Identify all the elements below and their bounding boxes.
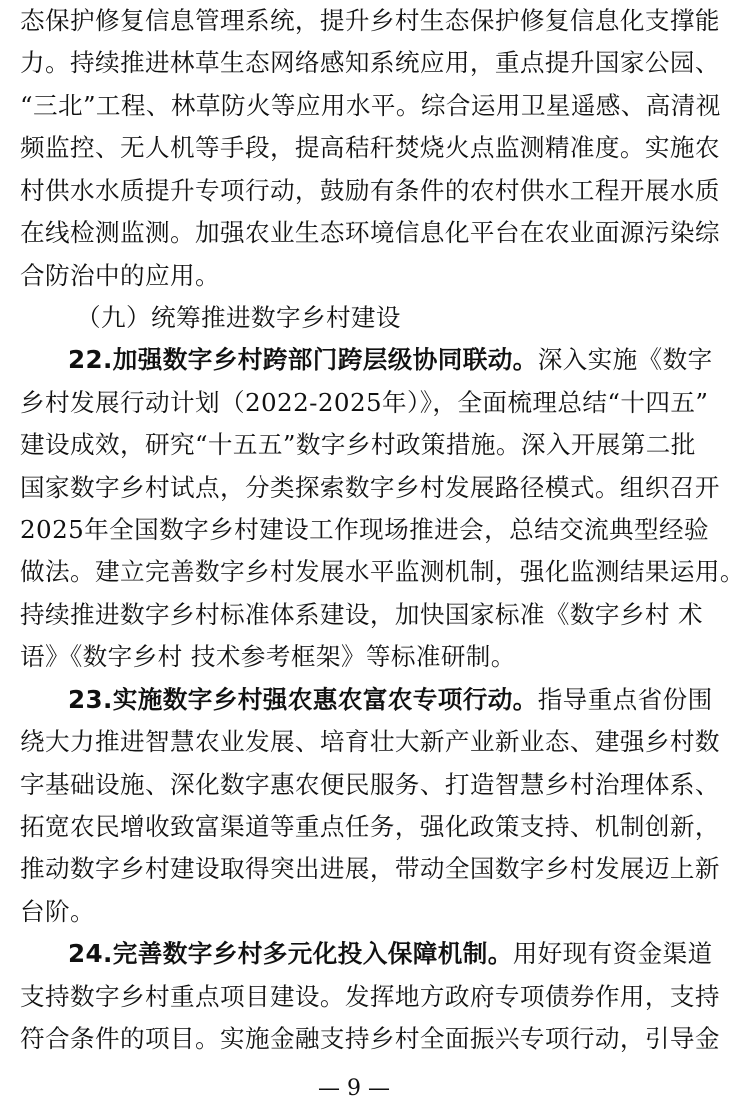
text-line: 支持数字乡村重点项目建设。发挥地方政府专项债券作用，支持 xyxy=(20,982,720,1011)
text-line: 村供水水质提升专项行动，鼓励有条件的农村供水工程开展水质 xyxy=(20,176,720,205)
item-24-first-line xyxy=(20,933,713,975)
text-line: “三北”工程、林草防火等应用水平。综合运用卫星遥感、高清视 xyxy=(20,91,721,120)
page-number: — 9 — xyxy=(318,1076,390,1101)
text-line: 语》《数字乡村 技术参考框架》等标准研制。 xyxy=(20,642,516,671)
text-line: 在线检测监测。加强农业生态环境信息化平台在农业面源污染综 xyxy=(20,218,720,247)
text-line: 建设成效，研究“十五五”数字乡村政策措施。深入开展第二批 xyxy=(20,430,696,459)
item-title: 完善数字乡村多元化投入保障机制。 xyxy=(112,939,513,968)
text-line: 2025年全国数字乡村建设工作现场推进会，总结交流典型经验 xyxy=(20,515,710,544)
text-line: 绕大力推进智慧农业发展、培育壮大新产业新业态、建强乡村数 xyxy=(20,727,720,756)
item-number: 22. xyxy=(68,345,113,374)
text-line: 频监控、无人机等手段，提高秸秆焚烧火点监测精准度。实施农 xyxy=(20,133,720,162)
item-number: 23. xyxy=(68,685,113,714)
text-line: 合防治中的应用。 xyxy=(20,261,220,290)
item-22-first-line xyxy=(20,339,713,381)
text-line: 推动数字乡村建设取得突出进展，带动全国数字乡村发展迈上新 xyxy=(20,854,720,883)
text-line: 符合条件的项目。实施金融支持乡村全面振兴专项行动，引导金 xyxy=(20,1024,720,1053)
item-text: 用好现有资金渠道 xyxy=(512,939,713,968)
document-page xyxy=(20,0,745,1109)
item-23-first-line xyxy=(20,679,713,721)
item-text: 深入实施《数字 xyxy=(537,345,713,374)
item-number: 24. xyxy=(68,939,113,968)
item-title: 加强数字乡村跨部门跨层级协同联动。 xyxy=(112,345,538,374)
item-text: 指导重点省份围 xyxy=(537,685,713,714)
text-line: 国家数字乡村试点，分类探索数字乡村发展路径模式。组织召开 xyxy=(20,473,720,502)
item-title: 实施数字乡村强农惠农富农专项行动。 xyxy=(112,685,538,714)
text-line: 持续推进数字乡村标准体系建设，加快国家标准《数字乡村 术 xyxy=(20,600,704,629)
text-line: 做法。建立完善数字乡村发展水平监测机制，强化监测结果运用。 xyxy=(20,557,745,586)
text-line: 力。持续推进林草生态网络感知系统应用，重点提升国家公园、 xyxy=(20,48,720,77)
section-heading: （九）统筹推进数字乡村建设 xyxy=(76,303,401,332)
text-line: 乡村发展行动计划（2022-2025年）》，全面梳理总结“十四五” xyxy=(20,388,709,417)
text-line: 态保护修复信息管理系统，提升乡村生态保护修复信息化支撑能 xyxy=(20,6,720,35)
text-line: 台阶。 xyxy=(20,897,95,926)
text-line: 拓宽农民增收致富渠道等重点任务，强化政策支持、机制创新， xyxy=(20,812,720,841)
text-line: 字基础设施、深化数字惠农便民服务、打造智慧乡村治理体系、 xyxy=(20,770,720,799)
